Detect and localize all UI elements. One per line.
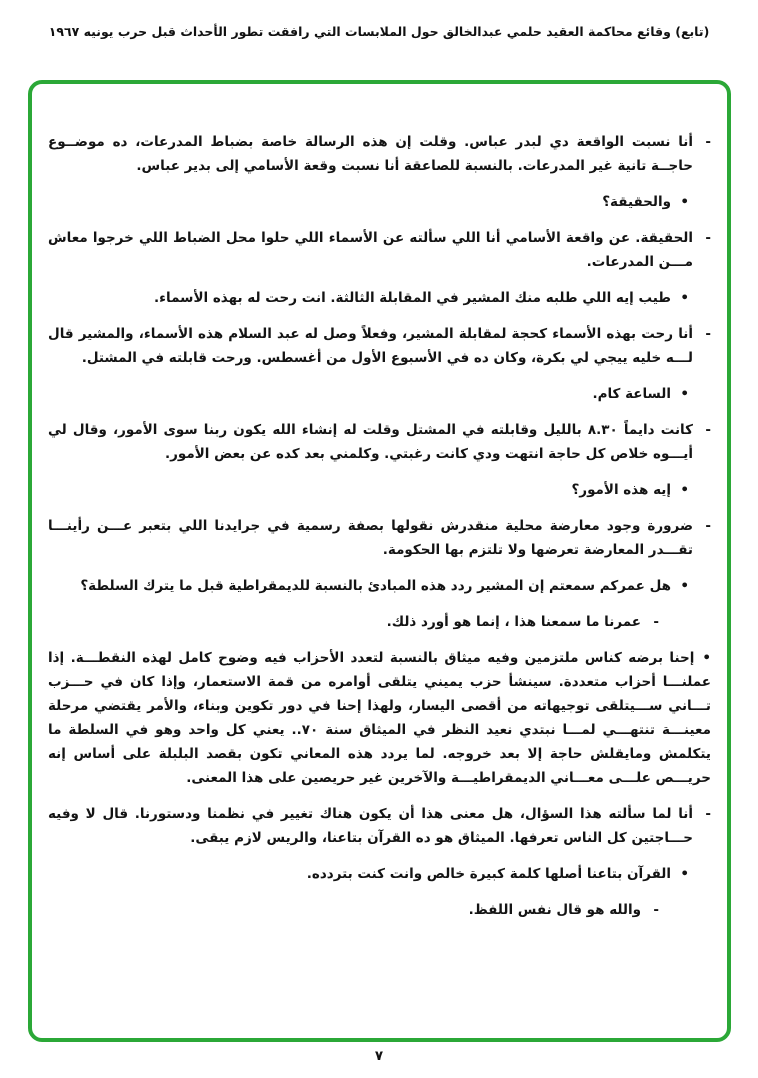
answer-item <box>48 322 711 370</box>
question-item <box>48 862 711 886</box>
question-item-long <box>48 646 711 790</box>
paragraph-text: هل عمركم سمعتم إن المشير ردد هذه المبادئ بالنسبة للديمقراطية قبل ما يترك السلطة؟ <box>80 578 671 594</box>
answer-item <box>48 418 711 466</box>
document-header-title: (تابع) وقائع محاكمة العقيد حلمي عبدالخالق حول الملابسات التي رافقت تطور الأحداث قبل حرب يونيه ١٩٦٧ <box>48 24 710 39</box>
paragraph-text: أنا لما سألته هذا السؤال، هل معنى هذا أن يكون هناك تغيير في نظمنا ودستورنا. قال لا وفيه حـــاجتين كل الناس تعرفها. الميثاق هو ده القرآن بتاعنا، والريس لازم يبقى. <box>48 806 693 846</box>
question-item <box>48 478 711 502</box>
document-frame <box>28 80 731 1042</box>
question-item <box>48 286 711 310</box>
paragraph-text: كانت دايماً ٨.٣٠ بالليل وقابلته في المشتل وقلت له إنشاء الله يكون ربنا سوى الأمور، وقال لي أيـــوه خلاص كل حاجة انتهت ودي كانت رغبتي. وكلمني بعد كده عن بعض الأمور. <box>48 422 693 462</box>
paragraph-text: الساعة كام. <box>592 386 671 402</box>
dash-marker: - <box>653 902 659 918</box>
dash-marker: - <box>705 134 711 150</box>
paragraph-text: إيه هذه الأمور؟ <box>571 482 671 498</box>
sub-answer-item <box>48 898 711 922</box>
paragraph-text: الحقيقة. عن واقعة الأسامي أنا اللي سألته عن الأسماء اللي حلوا محل الضباط اللي خرجوا معاش مـــن المدرعات. <box>48 230 693 270</box>
question-item <box>48 382 711 406</box>
paragraph-text: إحنا برضه كناس ملتزمين وفيه ميثاق بالنسبة لتعدد الأحزاب فيه وضوح كامل لهذه النقطـــة. إذا عملنـــا أحزاب متعددة. سينشأ حزب يميني يتلقى أوامره من قمة الاستعمار، وإذا كان في حـــزب تـــاني ســـيتلقى توجيهاته من أقصى اليسار، ولهذا إحنا في دور تكوين وبناء، والأمر يقتضي مرحلة معينـــة تنتهـــي لمـــا نبتدي نعيد النظر في الميثاق سنة ٧٠.. يعني كل واحد وهو في السلطة ما يتكلمش ومايقلش حاجة إلا بعد خروجه. لما يردد هذه المعاني تكون بقصد البلبلة على أساس إنه حريـــص علـــى معـــاني الديمقراطيـــة والآخرين غير حريصين على هذا المعنى. <box>48 650 711 786</box>
dash-marker: - <box>705 422 711 438</box>
bullet-marker: • <box>680 386 689 402</box>
dash-marker: - <box>705 518 711 534</box>
question-item <box>48 574 711 598</box>
answer-item <box>48 802 711 850</box>
paragraph-text: طيب إيه اللي طلبه منك المشير في المقابلة الثالثة. انت رحت له بهذه الأسماء. <box>154 290 671 306</box>
bullet-marker: • <box>680 194 689 210</box>
bullet-marker: • <box>680 578 689 594</box>
answer-item <box>48 130 711 178</box>
answer-item <box>48 514 711 562</box>
bullet-marker: • <box>680 290 689 306</box>
bullet-marker: • <box>680 482 689 498</box>
paragraph-text: ضرورة وجود معارضة محلية منقدرش نقولها بصفة رسمية في جرايدنا اللي بتعبر عـــن رأينـــا تقـــدر المعارضة تعرضها ولا تلتزم بها الحكومة. <box>48 518 693 558</box>
paragraph-text: أنا رحت بهذه الأسماء كحجة لمقابلة المشير، وفعلاً وصل له عبد السلام هذه الأسماء، والمشير قال لـــه خليه ييجي لي بكرة، وكان ده في الأسبوع الأول من أغسطس. ورحت قابلته في المشتل. <box>48 326 693 366</box>
answer-item <box>48 226 711 274</box>
sub-answer-item <box>48 610 711 634</box>
bullet-marker: • <box>680 866 689 882</box>
paragraph-text: والله هو قال نفس اللفظ. <box>468 902 641 918</box>
bullet-marker: • <box>702 650 711 666</box>
dash-marker: - <box>653 614 659 630</box>
dash-marker: - <box>705 806 711 822</box>
transcript-body <box>32 84 727 922</box>
paragraph-text: أنا نسبت الواقعة دي لبدر عباس. وقلت إن هذه الرسالة خاصة بضباط المدرعات، ده موضــوع حاجــة تانية غير المدرعات. بالنسبة للصاعقة أنا نسبت وقعة الأسامي إلى بدير عباس. <box>48 134 693 174</box>
paragraph-text: عمرنا ما سمعنا هذا ، إنما هو أورد ذلك. <box>386 614 641 630</box>
paragraph-text: والحقيقة؟ <box>602 194 671 210</box>
page-number: ٧ <box>374 1048 384 1064</box>
dash-marker: - <box>705 230 711 246</box>
paragraph-text: القرآن بتاعنا أصلها كلمة كبيرة خالص وانت كنت بتردده. <box>306 866 671 882</box>
dash-marker: - <box>705 326 711 342</box>
question-item <box>48 190 711 214</box>
